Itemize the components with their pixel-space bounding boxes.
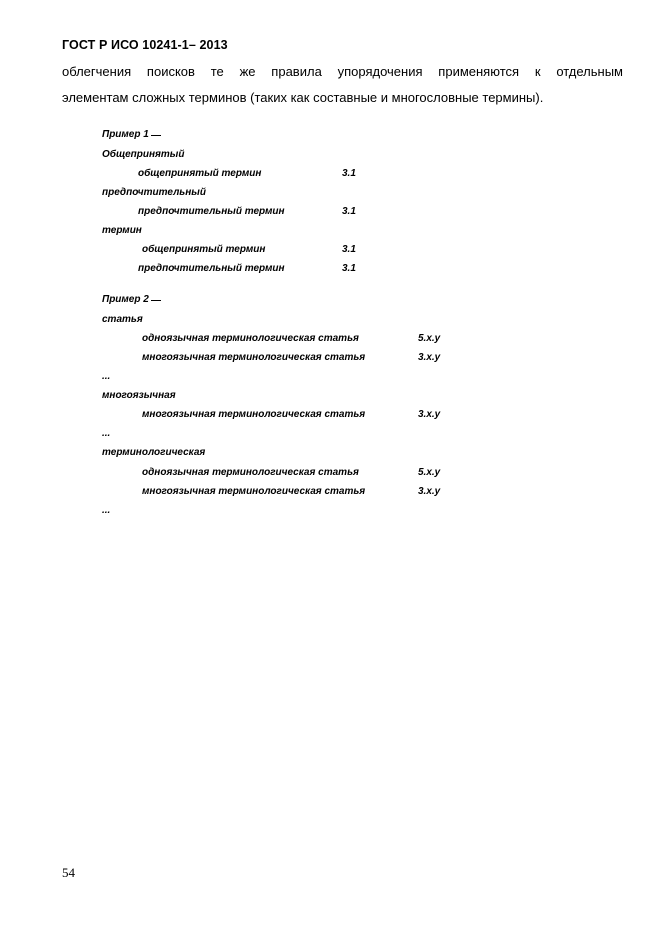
dash-mark [151,135,161,136]
index-ref: 3.1 [342,206,356,217]
paragraph-line-2: элементам сложных терминов (таких как составные и многословные термины). [62,90,544,105]
ellipsis: ... [102,428,111,439]
index-term: предпочтительный термин [138,263,285,274]
example-2-label-text: Пример 2 [102,294,149,305]
example-1-label-text: Пример 1 [102,129,149,140]
index-heading: термин [102,225,142,236]
paragraph-line-1: облегчения поисков те же правила упорядочения применяются к отдельным [62,64,623,79]
index-ref: 3.x.y [418,409,441,420]
index-heading: статья [102,314,143,325]
ellipsis: ... [102,505,111,516]
ellipsis: ... [102,371,111,382]
index-heading: терминологическая [102,447,206,458]
index-term: одноязычная терминологическая статья [142,333,359,344]
index-ref: 3.1 [342,263,356,274]
index-term: многоязычная терминологическая статья [142,409,366,420]
index-heading: Общепринятый [102,149,185,160]
index-term: одноязычная терминологическая статья [142,467,359,478]
index-ref: 5.x.y [418,333,441,344]
index-ref: 3.x.y [418,352,441,363]
document-header: ГОСТ Р ИСО 10241-1– 2013 [62,38,228,52]
example-1-label [102,128,161,141]
index-heading: предпочтительный [102,187,206,198]
index-ref: 3.x.y [418,486,441,497]
index-term: общепринятый термин [138,168,262,179]
page-number: 54 [62,865,75,880]
index-ref: 3.1 [342,244,356,255]
example-2-label [102,293,161,306]
dash-mark [151,300,161,301]
index-term: общепринятый термин [142,244,266,255]
index-term: предпочтительный термин [138,206,285,217]
index-term: многоязычная терминологическая статья [142,486,366,497]
index-ref: 3.1 [342,168,356,179]
index-ref: 5.x.y [418,467,441,478]
index-term: многоязычная терминологическая статья [142,352,366,363]
index-heading: многоязычная [102,390,176,401]
